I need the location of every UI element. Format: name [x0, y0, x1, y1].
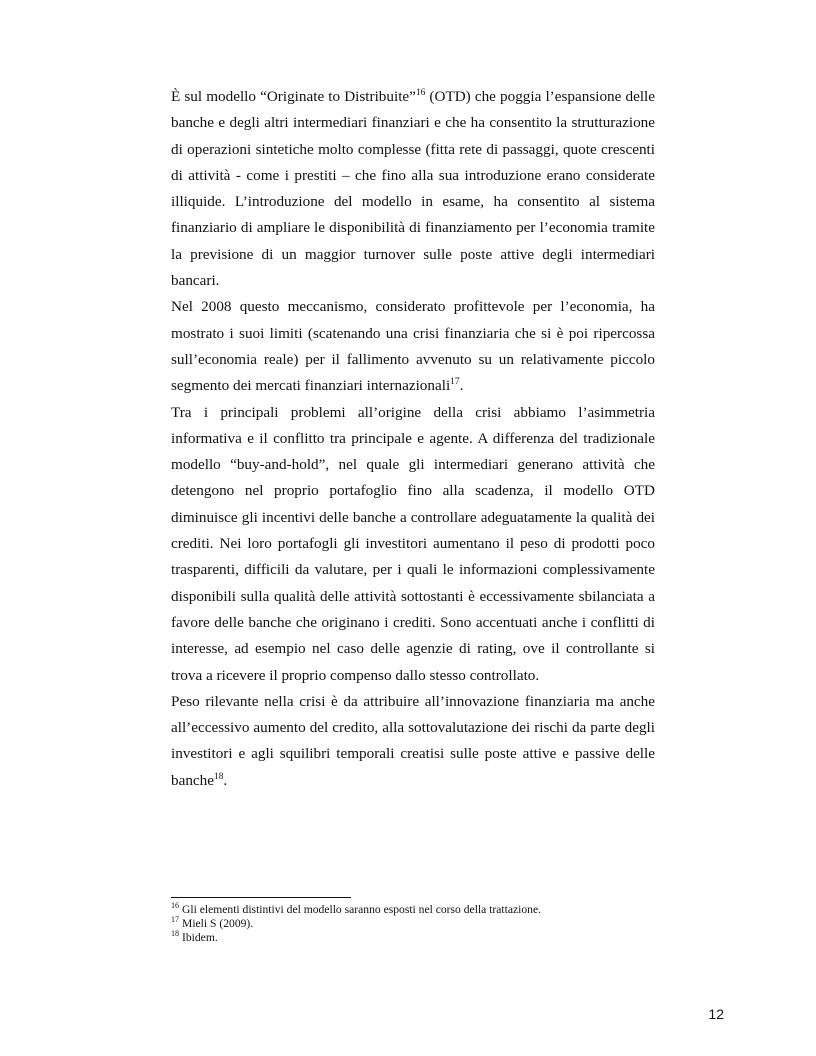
- text-segment: È sul modello “Originate to Distribuite”: [171, 88, 416, 105]
- footnote-ref: 17: [450, 377, 460, 388]
- footnote-text: Gli elementi distintivi del modello saranno esposti nel corso della trattazione.: [179, 903, 542, 916]
- text-segment: Tra i principali problemi all’origine della crisi abbiamo l’asimmetria informativa e il conflitto tra principale e agente. A differenza del tradizionale modello “buy-and-hold”, nel quale gli intermediari generano attività che detengono nel proprio portafoglio fino alla scadenza, il modello OTD diminuisce gli incentivi delle banche a controllare adeguatamente la qualità dei crediti. Nei loro portafogli gli investitori aumentano il peso di prodotti poco trasparenti, difficili da valutare, per i quali le informazioni complessivamente disponibili sulla qualità delle attività sottostanti è eccessivamente sbilanciata a favore delle banche che originano i crediti. Sono accentuati anche i conflitti di interesse, ad esempio nel caso delle agenzie di rating, ove il controllante si trova a ricevere il proprio compenso dallo stesso controllato.: [171, 403, 655, 684]
- body-text: [171, 84, 655, 794]
- footnote-number: 16: [171, 901, 180, 911]
- page-number: 12: [708, 1006, 724, 1022]
- footnote-divider: [171, 897, 351, 898]
- footnote-17: [171, 917, 671, 931]
- footnote-number: 18: [171, 929, 180, 939]
- footnote-text: Ibidem.: [179, 931, 218, 945]
- paragraph-otd-model: [171, 84, 655, 294]
- footnote-18: [171, 931, 671, 945]
- text-segment: Peso rilevante nella crisi è da attribuire all’innovazione finanziaria ma anche all’eccessivo aumento del credito, alla sottovalutazione dei rischi da parte degli investitori e agli squilibri temporali creatisi sulle poste attive e passive delle banche: [171, 692, 655, 789]
- text-segment: .: [223, 771, 228, 789]
- footnote-16: [171, 903, 671, 917]
- footnotes: [171, 903, 671, 946]
- text-segment: Nel 2008 questo meccanismo, considerato profittevole per l’economia, ha mostrato i suoi limiti (scatenando una crisi finanziaria che si è poi ripercossa sull’economia reale) per il fallimento avvenuto su un relativamente piccolo segmento dei mercati finanziari internazionali: [171, 298, 655, 395]
- text-segment: .: [459, 377, 464, 395]
- paragraph-innovation: [171, 689, 655, 794]
- footnote-ref: 18: [214, 771, 224, 782]
- footnote-text: Mieli S (2009).: [179, 917, 254, 931]
- paragraph-2008-crisis: [171, 294, 655, 399]
- footnote-ref: 16: [415, 87, 426, 98]
- footnote-number: 17: [171, 915, 180, 925]
- paragraph-asymmetry: [171, 400, 655, 689]
- text-segment: (OTD) che poggia l’espansione delle banche e degli altri intermediari finanziari e che ha consentito la strutturazione di operazioni sintetiche molto complesse (fitta rete di passaggi, quote crescenti di attività - come i prestiti – che fino alla sua introduzione erano considerate illiquide. L’introduzione del modello in esame, ha consentito al sistema finanziario di ampliare le disponibilità di finanziamento per l’economia tramite la previsione di un maggior turnover sulle poste attive degli intermediari bancari.: [171, 88, 655, 290]
